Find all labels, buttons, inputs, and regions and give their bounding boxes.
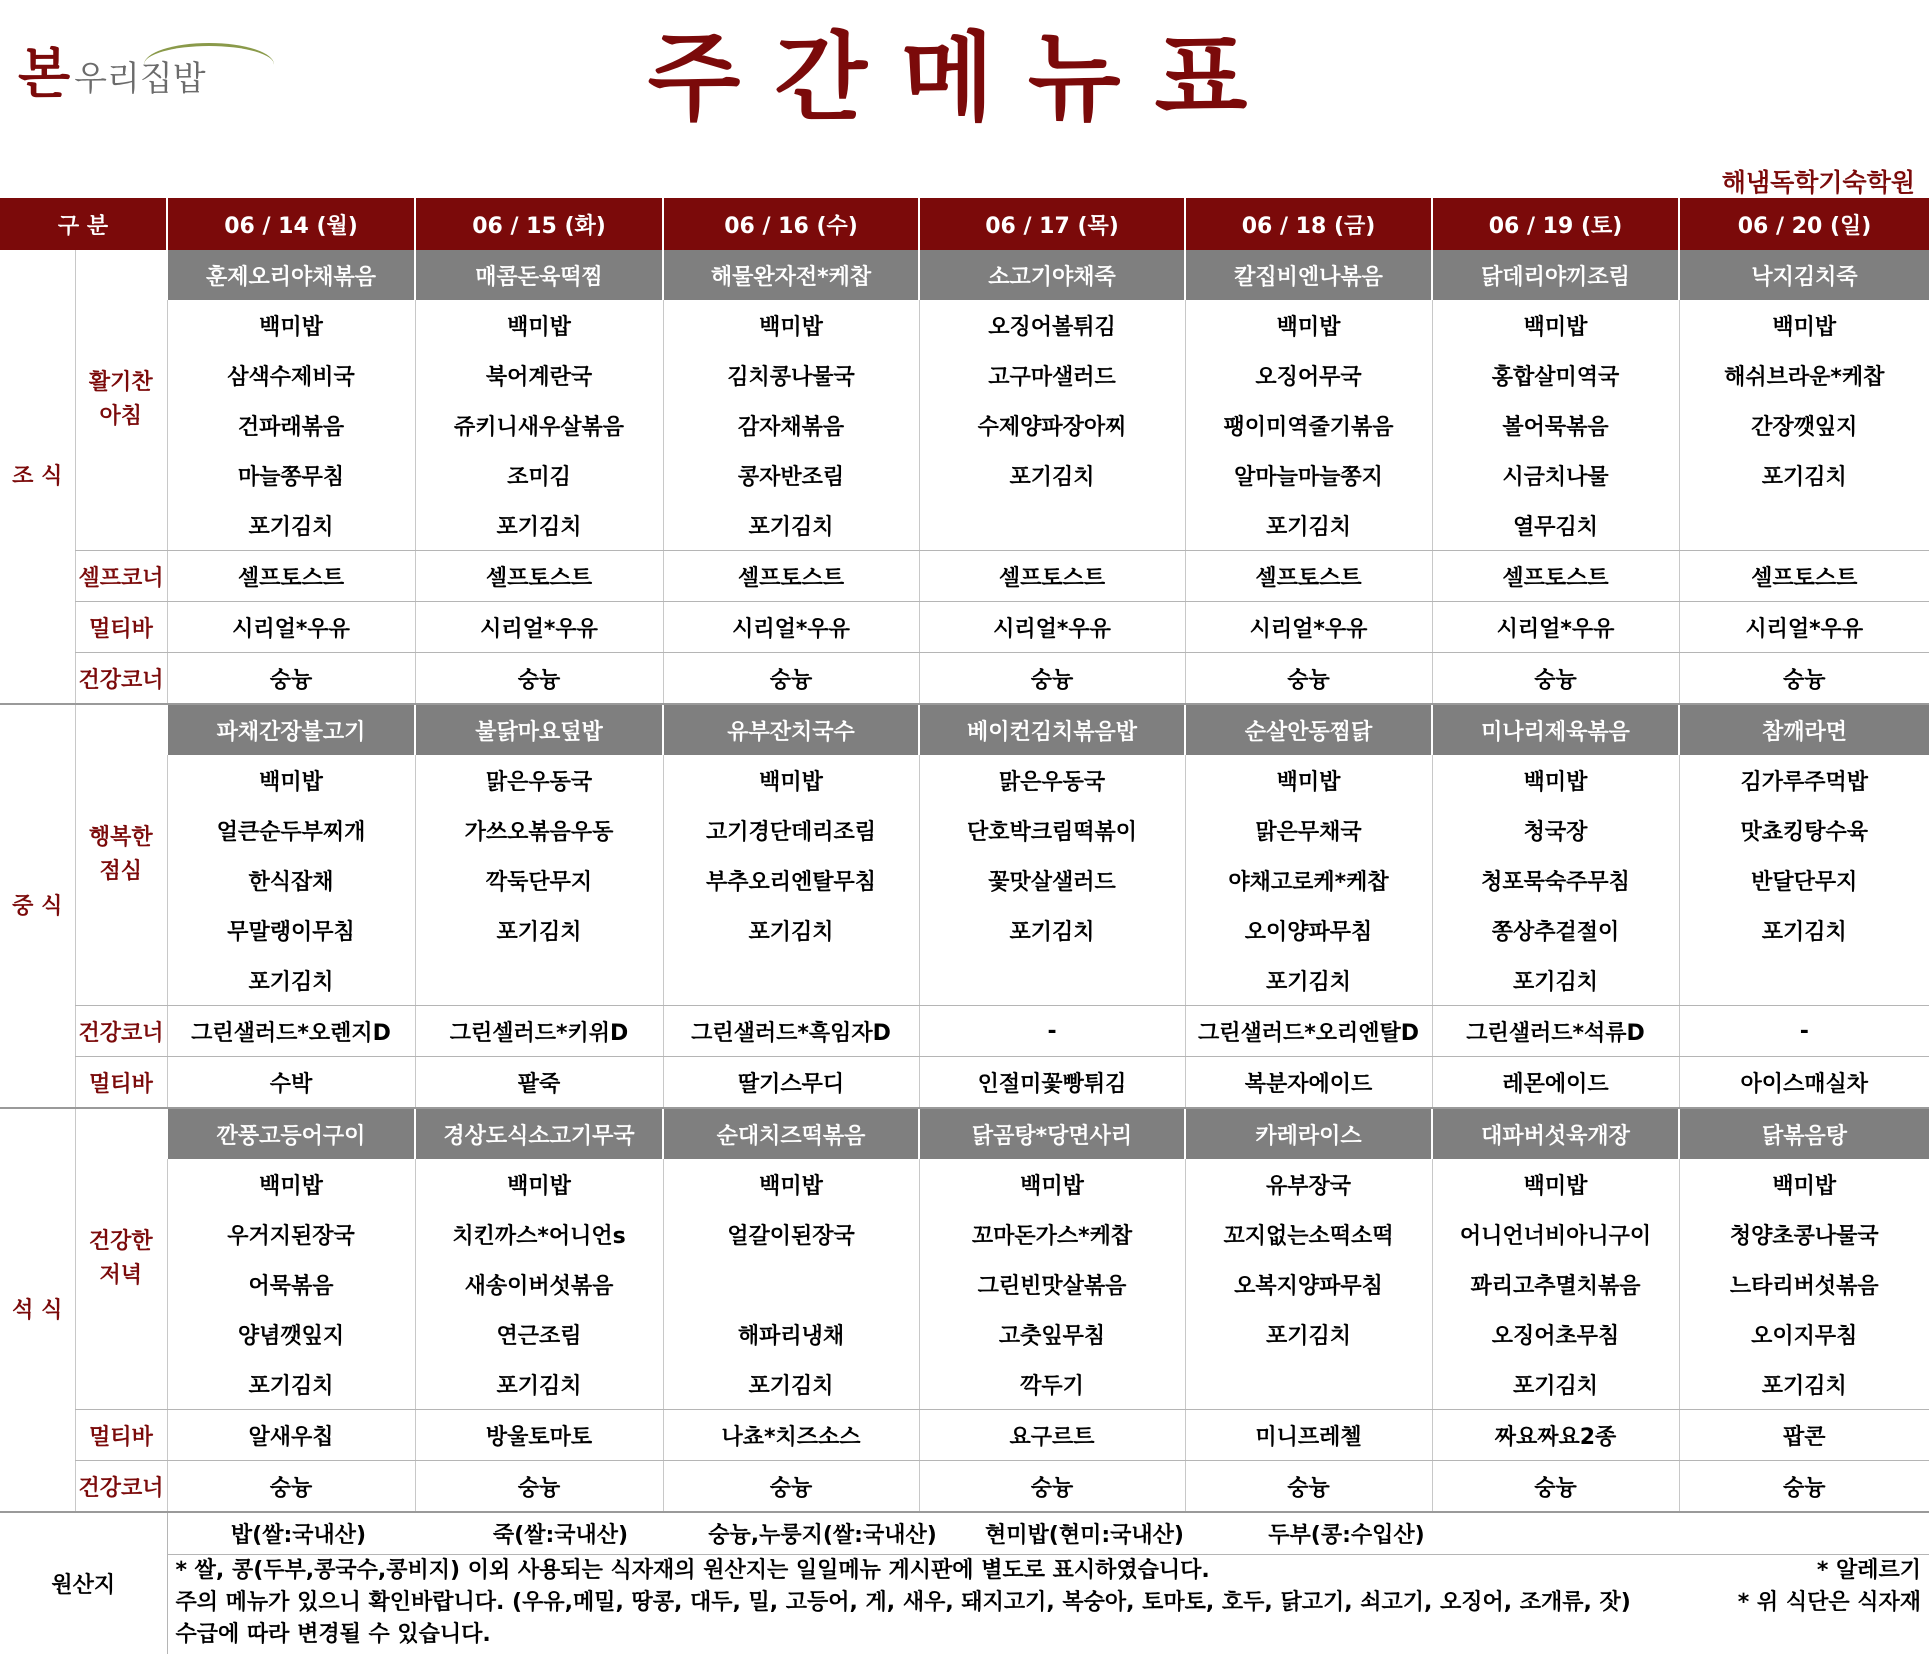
origin-item: 밥(쌀:국내산): [230, 1522, 367, 1548]
menu-item: 시금치나물: [1432, 450, 1679, 500]
corner-item: 셀프토스트: [1432, 551, 1679, 602]
breakfast-corner-row: [0, 653, 1929, 705]
menu-item: 조미김: [415, 450, 663, 500]
menu-item: [1679, 500, 1929, 551]
menu-item: 꽈리고추멸치볶음: [1432, 1259, 1679, 1309]
corner-item: 셀프토스트: [1185, 551, 1432, 602]
origin-item: 숭늉,누룽지(쌀:국내산): [708, 1522, 937, 1548]
corner-item: 시리얼*우유: [1432, 602, 1679, 653]
corner-item: 숭늉: [167, 1461, 415, 1513]
menu-item: [415, 955, 663, 1006]
main-dish: 카레라이스: [1185, 1108, 1432, 1159]
logo-main: 본: [18, 41, 71, 105]
origin-item: 현미밥(현미:국내산): [985, 1522, 1184, 1548]
menu-item: 백미밥: [415, 1159, 663, 1209]
corner-item: 나쵸*치즈소스: [663, 1410, 919, 1461]
day-header: 06 / 15 (화): [415, 198, 663, 250]
day-header: 06 / 20 (일): [1679, 198, 1929, 250]
menu-item: 쥬키니새우살볶음: [415, 400, 663, 450]
menu-item: 백미밥: [663, 755, 919, 805]
menu-item: 한식잡채: [167, 855, 415, 905]
menu-item: 포기김치: [1185, 955, 1432, 1006]
menu-item: 치킨까스*어니언s: [415, 1209, 663, 1259]
menu-item: 백미밥: [663, 300, 919, 350]
menu-item: 오징어무국: [1185, 350, 1432, 400]
corner-item: 시리얼*우유: [919, 602, 1185, 653]
corner-item: 셀프토스트: [663, 551, 919, 602]
menu-item: [1679, 955, 1929, 1006]
day-header: 06 / 19 (토): [1432, 198, 1679, 250]
corner-item: 숭늉: [415, 1461, 663, 1513]
corner-item: 복분자에이드: [1185, 1057, 1432, 1109]
menu-item: 새송이버섯볶음: [415, 1259, 663, 1309]
origin-notes-row: [0, 1554, 1929, 1654]
corner-item: 시리얼*우유: [663, 602, 919, 653]
corner-item: 숭늉: [1432, 1461, 1679, 1513]
day-header: 06 / 17 (목): [919, 198, 1185, 250]
menu-item: 해파리냉채: [663, 1309, 919, 1359]
day-header: 06 / 14 (월): [167, 198, 415, 250]
corner-item: 숭늉: [663, 653, 919, 705]
lunch-side-row: [0, 905, 1929, 955]
menu-item: 건파래볶음: [167, 400, 415, 450]
menu-item: 포기김치: [415, 500, 663, 551]
menu-item: 백미밥: [1185, 755, 1432, 805]
menu-item: 반달단무지: [1679, 855, 1929, 905]
menu-item: [1185, 1359, 1432, 1410]
menu-item: 김치콩나물국: [663, 350, 919, 400]
corner-item: 레몬에이드: [1432, 1057, 1679, 1109]
menu-item: 맛쵸킹탕수육: [1679, 805, 1929, 855]
menu-item: 깍두기: [919, 1359, 1185, 1410]
day-header: 06 / 18 (금): [1185, 198, 1432, 250]
corner-label: 건강코너: [75, 1006, 167, 1057]
dinner-main-row: [0, 1108, 1929, 1159]
menu-item: 백미밥: [415, 300, 663, 350]
menu-item: 포기김치: [415, 1359, 663, 1410]
menu-item: 단호박크림떡볶이: [919, 805, 1185, 855]
page-title: 주간메뉴표: [647, 22, 1282, 134]
main-dish: 훈제오리야채볶음: [167, 250, 415, 300]
menu-item: 백미밥: [1432, 755, 1679, 805]
menu-item: 꽃맛살샐러드: [919, 855, 1185, 905]
menu-item: 포기김치: [1679, 905, 1929, 955]
corner-item: 숭늉: [1185, 1461, 1432, 1513]
menu-item: 알마늘마늘쫑지: [1185, 450, 1432, 500]
menu-item: [919, 500, 1185, 551]
corner-label: 건강코너: [75, 653, 167, 705]
lunch-side-row: [0, 955, 1929, 1006]
corner-label: 셀프코너: [75, 551, 167, 602]
breakfast-side-row: [0, 500, 1929, 551]
menu-table: [0, 198, 1929, 1654]
corner-item: 요구르트: [919, 1410, 1185, 1461]
corner-item: 숭늉: [919, 653, 1185, 705]
breakfast-corner-row: [0, 602, 1929, 653]
menu-item: 포기김치: [1432, 955, 1679, 1006]
main-dish: 깐풍고등어구이: [167, 1108, 415, 1159]
corner-label: 멀티바: [75, 1410, 167, 1461]
corner-item: 셀프토스트: [167, 551, 415, 602]
menu-item: 포기김치: [1679, 1359, 1929, 1410]
menu-item: 어니언너비아니구이: [1432, 1209, 1679, 1259]
menu-item: 감자채볶음: [663, 400, 919, 450]
origin-right-note: * 위 식단은 식자재: [1737, 1589, 1922, 1615]
main-dish: 닭곰탕*당면사리: [919, 1108, 1185, 1159]
corner-item: 아이스매실차: [1679, 1057, 1929, 1109]
menu-item: 어묵볶음: [167, 1259, 415, 1309]
main-dish: 유부잔치국수: [663, 704, 919, 755]
corner-item: 숭늉: [415, 653, 663, 705]
menu-item: 오징어볼튀김: [919, 300, 1185, 350]
main-dish: 순살안동찜닭: [1185, 704, 1432, 755]
corner-item: 그린샐러드*흑임자D: [663, 1006, 919, 1057]
origin-label: 원산지: [0, 1512, 167, 1654]
corner-item: 그린샐러드*오리엔탈D: [1185, 1006, 1432, 1057]
menu-item: 고구마샐러드: [919, 350, 1185, 400]
corner-item: 수박: [167, 1057, 415, 1109]
corner-item: 시리얼*우유: [415, 602, 663, 653]
lunch-side-row: [0, 855, 1929, 905]
menu-item: 오징어초무침: [1432, 1309, 1679, 1359]
dinner-sub-label: 건강한 저녁: [75, 1108, 167, 1410]
menu-item: 간장깻잎지: [1679, 400, 1929, 450]
menu-item: 느타리버섯볶음: [1679, 1259, 1929, 1309]
lunch-side-row: [0, 755, 1929, 805]
menu-item: 양념깻잎지: [167, 1309, 415, 1359]
breakfast-corner-row: [0, 551, 1929, 602]
main-dish: 경상도식소고기무국: [415, 1108, 663, 1159]
menu-item: 포기김치: [663, 1359, 919, 1410]
menu-item: 꼬마돈가스*케찹: [919, 1209, 1185, 1259]
menu-item: 백미밥: [167, 755, 415, 805]
menu-item: 포기김치: [167, 955, 415, 1006]
day-header: 06 / 16 (수): [663, 198, 919, 250]
menu-item: 콩자반조림: [663, 450, 919, 500]
menu-item: 오복지양파무침: [1185, 1259, 1432, 1309]
origin-item: 죽(쌀:국내산): [492, 1522, 629, 1548]
corner-item: 딸기스무디: [663, 1057, 919, 1109]
menu-item: 포기김치: [919, 450, 1185, 500]
corner-item: 숭늉: [1185, 653, 1432, 705]
origin-note: 수급에 따라 변경될 수 있습니다.: [175, 1621, 491, 1647]
main-dish: 닭데리야끼조림: [1432, 250, 1679, 300]
menu-item: 그린빈맛살볶음: [919, 1259, 1185, 1309]
menu-item: 청국장: [1432, 805, 1679, 855]
menu-item: 포기김치: [167, 1359, 415, 1410]
origin-row: [0, 1512, 1929, 1554]
corner-label: 멀티바: [75, 602, 167, 653]
menu-item: 포기김치: [663, 500, 919, 551]
header-label: 구 분: [0, 198, 167, 250]
menu-item: 야채고로케*케찹: [1185, 855, 1432, 905]
dinner-meal-label: 석 식: [0, 1108, 75, 1512]
menu-item: 고춧잎무침: [919, 1309, 1185, 1359]
corner-item: 시리얼*우유: [167, 602, 415, 653]
menu-item: 수제양파장아찌: [919, 400, 1185, 450]
menu-item: 깍둑단무지: [415, 855, 663, 905]
dinner-side-row: [0, 1259, 1929, 1309]
breakfast-meal-label: 조 식: [12, 464, 63, 489]
lunch-meal-label: 중 식: [0, 704, 75, 1108]
menu-item: 김가루주먹밥: [1679, 755, 1929, 805]
corner-item: 그린셀러드*키위D: [415, 1006, 663, 1057]
menu-item: 포기김치: [167, 500, 415, 551]
menu-item: 백미밥: [1679, 300, 1929, 350]
main-dish: 순대치즈떡볶음: [663, 1108, 919, 1159]
corner-item: -: [1679, 1006, 1929, 1057]
menu-item: 북어계란국: [415, 350, 663, 400]
menu-item: 백미밥: [919, 1159, 1185, 1209]
menu-item: [919, 955, 1185, 1006]
origin-right-note: * 알레르기: [1816, 1557, 1922, 1583]
main-dish: 낙지김치죽: [1679, 250, 1929, 300]
menu-item: 고기경단데리조림: [663, 805, 919, 855]
corner-item: 숭늉: [1432, 653, 1679, 705]
breakfast-sub-label: 활기찬 아침: [75, 250, 167, 551]
menu-item: 포기김치: [919, 905, 1185, 955]
lunch-side-row: [0, 805, 1929, 855]
corner-item: 숭늉: [167, 653, 415, 705]
menu-item: 유부장국: [1185, 1159, 1432, 1209]
corner-item: 셀프토스트: [1679, 551, 1929, 602]
origin-note: 주의 메뉴가 있으니 확인바랍니다. (우유,메밀, 땅콩, 대두, 밀, 고등어, 게, 새우, 돼지고기, 복숭아, 토마토, 호두, 닭고기, 쇠고기, 오징어, 조개류, 잣): [175, 1589, 1631, 1615]
corner-item: 숭늉: [1679, 653, 1929, 705]
menu-item: 꼬지없는소떡소떡: [1185, 1209, 1432, 1259]
menu-item: 열무김치: [1432, 500, 1679, 551]
menu-item: 얼갈이된장국: [663, 1209, 919, 1259]
main-dish: 대파버섯육개장: [1432, 1108, 1679, 1159]
menu-item: 연근조림: [415, 1309, 663, 1359]
lunch-sub-label: 행복한 점심: [75, 704, 167, 1006]
main-dish: 파채간장불고기: [167, 704, 415, 755]
corner-item: 인절미꽃빵튀김: [919, 1057, 1185, 1109]
menu-item: 부추오리엔탈무침: [663, 855, 919, 905]
corner-item: -: [919, 1006, 1185, 1057]
breakfast-side-row: [0, 300, 1929, 350]
menu-item: [663, 1259, 919, 1309]
menu-item: 맑은우동국: [415, 755, 663, 805]
main-dish: 해물완자전*케찹: [663, 250, 919, 300]
corner-item: 방울토마토: [415, 1410, 663, 1461]
corner-item: 팥죽: [415, 1057, 663, 1109]
corner-item: 숭늉: [1679, 1461, 1929, 1513]
menu-item: [663, 955, 919, 1006]
main-dish: 미나리제육볶음: [1432, 704, 1679, 755]
main-dish: 매콤돈육떡찜: [415, 250, 663, 300]
menu-item: 포기김치: [1185, 500, 1432, 551]
breakfast-side-row: [0, 350, 1929, 400]
corner-label: 멀티바: [75, 1057, 167, 1109]
menu-item: 맑은무채국: [1185, 805, 1432, 855]
breakfast-main-row: [0, 250, 1929, 300]
menu-item: 해쉬브라운*케찹: [1679, 350, 1929, 400]
lunch-corner-row: [0, 1057, 1929, 1109]
main-dish: 베이컨김치볶음밥: [919, 704, 1185, 755]
corner-item: 그린샐러드*석류D: [1432, 1006, 1679, 1057]
menu-item: 볼어묵볶음: [1432, 400, 1679, 450]
lunch-corner-row: [0, 1006, 1929, 1057]
menu-item: 백미밥: [167, 1159, 415, 1209]
corner-item: 숭늉: [663, 1461, 919, 1513]
lunch-main-row: [0, 704, 1929, 755]
origin-right-notes: [1738, 1555, 1921, 1619]
origin-item: 두부(콩:수입산): [1268, 1522, 1425, 1548]
corner-item: 셀프토스트: [919, 551, 1185, 602]
origin-notes: [167, 1554, 1929, 1654]
dinner-side-row: [0, 1359, 1929, 1410]
menu-item: 얼큰순두부찌개: [167, 805, 415, 855]
corner-label: 건강코너: [75, 1461, 167, 1513]
main-dish: 닭볶음탕: [1679, 1108, 1929, 1159]
main-dish: 참깨라면: [1679, 704, 1929, 755]
menu-item: 백미밥: [1185, 300, 1432, 350]
menu-item: 마늘쫑무침: [167, 450, 415, 500]
dinner-corner-row: [0, 1410, 1929, 1461]
menu-item: 포기김치: [1432, 1359, 1679, 1410]
menu-item: 오이지무침: [1679, 1309, 1929, 1359]
school-name: 해냄독학기숙학원: [1721, 168, 1915, 197]
dinner-side-row: [0, 1159, 1929, 1209]
dinner-side-row: [0, 1209, 1929, 1259]
menu-item: 무말랭이무침: [167, 905, 415, 955]
menu-item: 홍합살미역국: [1432, 350, 1679, 400]
menu-item: 청양초콩나물국: [1679, 1209, 1929, 1259]
corner-item: 셀프토스트: [415, 551, 663, 602]
menu-item: 포기김치: [1185, 1309, 1432, 1359]
header-row: [0, 198, 1929, 250]
corner-item: 팝콘: [1679, 1410, 1929, 1461]
origin-items: [167, 1512, 1929, 1554]
menu-item: 포기김치: [415, 905, 663, 955]
main-dish: 불닭마요덮밥: [415, 704, 663, 755]
menu-item: 포기김치: [1679, 450, 1929, 500]
corner-item: 시리얼*우유: [1185, 602, 1432, 653]
menu-item: 백미밥: [1432, 300, 1679, 350]
menu-item: 팽이미역줄기볶음: [1185, 400, 1432, 450]
corner-item: 알새우칩: [167, 1410, 415, 1461]
menu-item: 가쓰오볶음우동: [415, 805, 663, 855]
menu-item: 백미밥: [1432, 1159, 1679, 1209]
corner-item: 숭늉: [919, 1461, 1185, 1513]
main-dish: 소고기야채죽: [919, 250, 1185, 300]
main-dish: 칼집비엔나볶음: [1185, 250, 1432, 300]
menu-item: 우거지된장국: [167, 1209, 415, 1259]
menu-item: 포기김치: [663, 905, 919, 955]
dinner-corner-row: [0, 1461, 1929, 1513]
menu-item: 백미밥: [1679, 1159, 1929, 1209]
menu-item: 삼색수제비국: [167, 350, 415, 400]
dinner-side-row: [0, 1309, 1929, 1359]
origin-note: * 쌀, 콩(두부,콩국수,콩비지) 이외 사용되는 식자재의 원산지는 일일메뉴 게시판에 별도로 표시하였습니다.: [175, 1557, 1210, 1583]
corner-item: 시리얼*우유: [1679, 602, 1929, 653]
menu-item: 맑은우동국: [919, 755, 1185, 805]
logo-sub: 우리집밥: [74, 59, 205, 100]
corner-item: 짜요짜요2종: [1432, 1410, 1679, 1461]
breakfast-side-row: [0, 400, 1929, 450]
menu-item: 백미밥: [663, 1159, 919, 1209]
menu-item: 쫑상추겉절이: [1432, 905, 1679, 955]
menu-item: 백미밥: [167, 300, 415, 350]
corner-item: 그린샐러드*오렌지D: [167, 1006, 415, 1057]
menu-item: 청포묵숙주무침: [1432, 855, 1679, 905]
menu-item: 오이양파무침: [1185, 905, 1432, 955]
corner-item: 미니프레첼: [1185, 1410, 1432, 1461]
breakfast-side-row: [0, 450, 1929, 500]
